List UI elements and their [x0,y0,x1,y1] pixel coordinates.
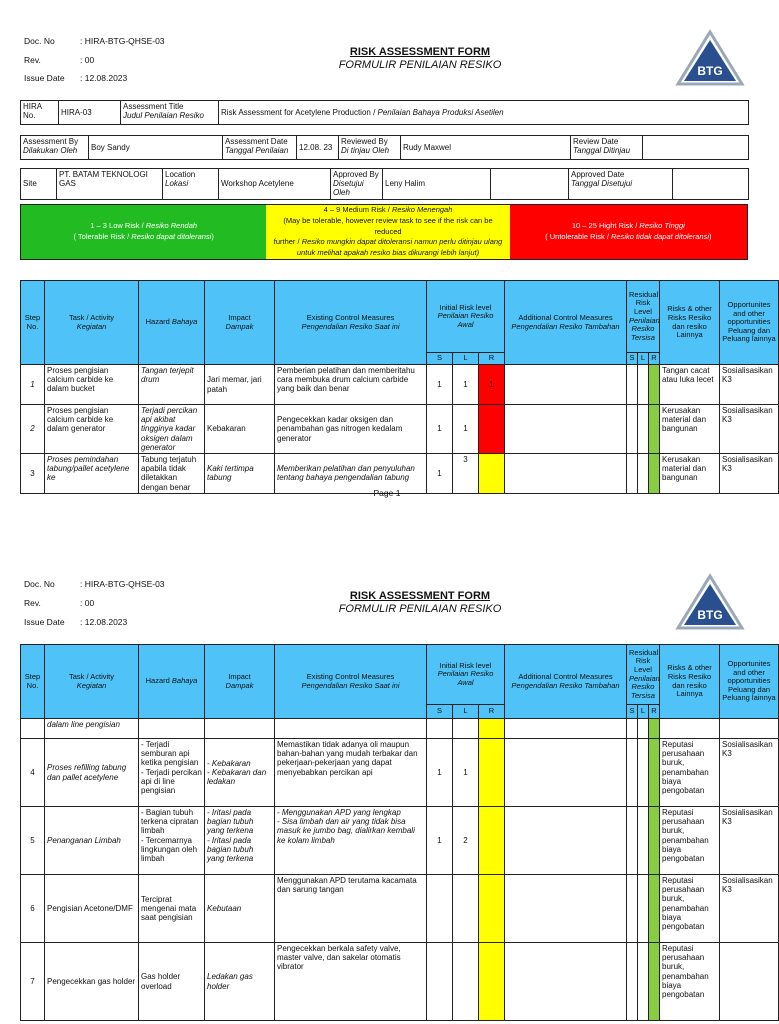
legend-med-line2: (May be tolerable, however review task to see if the risk can be reduced [283,215,493,236]
row-task: Proses pengisian calcium carbide ke dalam bucket [45,365,139,405]
row-r [479,453,505,493]
row-impact: Kebutaan [205,875,275,943]
header-existing: Existing Control Measures [306,312,395,322]
header-residual: Residual Risk Level [629,647,659,674]
header-hazard: Hazard [145,317,172,327]
header-additional: Additional Control Measures [518,671,613,681]
header-step: Step No. [21,281,45,365]
row-s [427,943,453,1021]
approved-by-blank [491,169,569,200]
header-res-l: L [638,353,649,365]
legend-high-line2: ( Untolerable Risk / [545,232,612,241]
assessment-title-label-id: Judul Penilaian Resiko [123,111,204,121]
row-additional [505,943,627,1021]
header-impact-id: Dampak [225,321,254,331]
risk-table-page1 [20,280,779,494]
rev-value: : 00 [80,55,95,65]
row-r [479,875,505,943]
row-task: Pengisian Acetone/DMF [45,875,139,943]
header-res-r: R [649,705,660,719]
row-task: Pengecekkan gas holder [45,943,139,1021]
row-l: 3 [453,453,479,493]
row-additional [505,875,627,943]
row-l: 1 [453,365,479,405]
assessment-date-value: 12.08. 23 [297,136,339,160]
row-existing: Pengecekkan berkala safety valve, master valve, dan sakelar otomatis vibrator [275,943,427,1021]
issue-date-value-p2: : 12.08.2023 [80,617,128,627]
row-hazard: Terciprat mengenai mata saat pengisian [139,875,205,943]
row-task: Proses refilling tabung dan pallet acetylene [45,739,139,807]
row-l: 1 [453,739,479,807]
legend-high-line1: 10 – 25 Hight Risk / [571,221,640,231]
issue-date-label: Issue Date [24,73,65,83]
location-value: Workshop Acetylene [219,169,331,200]
approved-date-value [673,169,749,200]
row-impact: - Kebakaran - Kebakaran dan ledakan [205,739,275,807]
legend-med-line3-id: Resiko mungkin dapat ditoleransi namun perlu ditinjau ulang [301,237,503,247]
row-impact: Ledakan gas holder [205,943,275,1021]
info-table-2 [20,135,749,160]
row-task: Penanganan Limbah [45,807,139,875]
row-risks-other: Reputasi perusahaan buruk, penambahan biaya pengobatan [660,807,720,875]
legend-low-line2-id: Resiko dapat ditoleransi [131,232,212,241]
info-table-3 [20,168,749,200]
row-hazard: Terjadi percikan api akibat tingginya kadar oksigen dalam generator [139,405,205,454]
row-step: 7 [21,943,45,1021]
legend-high-line2-end: ) [709,232,712,241]
review-date-value [643,136,749,160]
header-hazard-id: Bahaya [171,317,198,327]
header-initial: Initial Risk level [439,660,492,670]
row-impact: Kebakaran [205,405,275,454]
header-risks-other: Risks & other Risks Resiko dan resiko Lainnya [660,645,720,719]
row-step: 5 [21,807,45,875]
row-existing: Pengecekkan kadar oksigen dan penambahan gas nitrogen kedalam generator [275,405,427,454]
header-hazard-id: Bahaya [171,676,198,686]
row-hazard: Gas holder overload [139,943,205,1021]
legend-medium [266,205,509,259]
row-opportunity: Sosialisasikan K3 [720,875,779,943]
legend-low-line1: 1 – 3 Low Risk / [90,221,146,231]
header-residual: Residual Risk Level [629,289,659,316]
row-step: 6 [21,875,45,943]
legend-high [510,205,747,259]
row-risks-other: Tangan cacat atau luka lecet [660,365,720,405]
row-existing: Memberikan pelatihan dan penyuluhan tentang bahaya pengendalian tabung [275,453,427,493]
issue-date-label-p2: Issue Date [24,617,65,627]
row-hazard: Tabung terjatuh apabila tidak diletakkan dengan benar [139,453,205,493]
hira-no-label: HIRA No. [21,101,59,125]
row-s [427,875,453,943]
header-opportunities: Opportunites and other opportunities Peluang dan Peluang lainnya [720,281,779,365]
row-l: 2 [453,807,479,875]
legend-low-line1-id: Resiko Rendah [145,221,198,231]
row-existing: Menggunakan APD terutama kacamata dan sarung tangan [275,875,427,943]
row-impact: Jari memar, jari patah [205,365,275,405]
risk-table-page2 [20,644,779,1021]
assessment-by-value: Boy Sandy [89,136,223,160]
row-s: 1 [427,365,453,405]
row-s: 1 [427,405,453,454]
row-hazard: - Terjadi semburan api ketika pengisian - Terjadi percikan api di line pengisian [139,739,205,807]
header-hazard: Hazard [145,676,172,686]
row-step: 3 [21,453,45,493]
table-row [21,943,779,1021]
row-risks-other: Kerusakan material dan bangunan [660,453,720,493]
form-subtitle-p2: FORMULIR PENILAIAN RESIKO [338,603,502,615]
header-task-id: Kegiatan [76,321,107,331]
legend-med-line4: untuk melihat apakah resiko bias dikurangi lebih lanjut) [296,248,480,258]
row-task: Proses pengisian calcium carbide ke dalam generator [45,405,139,454]
row-additional [505,453,627,493]
site-value: PT. BATAM TEKNOLOGI GAS [57,169,163,200]
header-initial: Initial Risk level [439,302,492,312]
assessment-title-value: Risk Assessment for Acetylene Production / [221,107,378,117]
assessment-by-label-id: Dilakukan Oleh [23,146,78,156]
header-step: Step No. [21,645,45,719]
location-label-id: Lokasi [165,179,189,189]
rev-label-p2: Rev. [24,598,41,608]
row-task: Proses pemindahan tabung/pallet acetylene ke [45,453,139,493]
row-r [479,405,505,454]
issue-date-value: : 12.08.2023 [80,73,128,83]
rev-value-p2: : 00 [80,598,95,608]
header-initial-id: Penilaian Resiko Awal [437,669,494,687]
row-existing: Memastikan tidak adanya oli maupun bahan-bahan yang mudah terbakar dan pekerjaan-pekerjaan yang dapat menyebabkan percikan api [275,739,427,807]
doc-no-label: Doc. No [24,36,55,46]
rev-label: Rev. [24,55,41,65]
header-risks-other: Risks & other Risks Resiko dan resiko Lainnya [660,281,720,365]
approved-by-label-id: Disetujui Oleh [333,179,364,198]
row-risks-other: Reputasi perusahaan buruk, penambahan biaya pengobatan [660,875,720,943]
approved-by-label: Approved By [333,170,379,179]
header-additional-id: Pengendalian Resiko Tambahan [511,321,620,331]
header-task: Task / Activity [68,312,114,322]
row-hazard: - Bagian tubuh terkena cipratan limbah - Tercemarnya lingkungan oleh limbah [139,807,205,875]
table-row [21,365,779,405]
approved-date-label-id: Tanggal Disetujui [571,179,633,189]
assessment-by-label: Assessment By [23,137,79,146]
assessment-title-label: Assessment Title [123,102,184,111]
row-additional [505,365,627,405]
row-risks-other: Reputasi perusahaan buruk, penambahan biaya pengobatan [660,739,720,807]
row-l: 1 [453,405,479,454]
row-additional [505,739,627,807]
assessment-date-label-id: Tanggal Penilaian [225,146,289,156]
row-s: 1 [427,739,453,807]
risk-legend [20,204,748,260]
row-r [479,739,505,807]
legend-low-line2-end: ) [211,232,214,241]
header-res-s: S [627,353,638,365]
legend-high-line2-id: Resiko tidak dapat ditoleransi [611,232,709,241]
header-s: S [427,705,453,719]
doc-no-value-p2: : HIRA-BTG-QHSE-03 [80,579,165,589]
header-existing: Existing Control Measures [306,671,395,681]
reviewed-by-value: Rudy Maxwel [401,136,571,160]
table-row [21,405,779,454]
row-task-carry: dalam line pengisian [45,719,139,739]
approved-by-value: Leny Halim [383,169,491,200]
row-impact: Kaki tertimpa tabung [205,453,275,493]
legend-low-line2: ( Tolerable Risk / [73,232,132,241]
table-row [21,739,779,807]
btg-logo-icon [676,574,744,630]
header-r: R [479,353,505,365]
approved-date-label: Approved Date [571,170,625,179]
info-table-1 [20,100,749,125]
row-s: 1 [427,453,453,493]
row-opportunity: Sosialisasikan K3 [720,365,779,405]
hira-no-value: HIRA-03 [59,101,121,125]
row-existing: Pemberian pelatihan dan memberitahu cara membuka drum calcium carbide yang baik dan benar [275,365,427,405]
row-opportunity: Sosialisasikan K3 [720,405,779,454]
form-title: RISK ASSESSMENT FORM [349,46,491,58]
logo-text: BTG [697,64,723,78]
row-additional [505,405,627,454]
row-r [479,943,505,1021]
header-s: S [427,353,453,365]
doc-no-label-p2: Doc. No [24,579,55,589]
reviewed-by-label-id: Di tinjau Oleh [341,146,390,156]
header-existing-id: Pengendalian Resiko Saat ini [301,680,400,690]
header-residual-id: Penilaian Resiko Tersisa [629,673,660,700]
header-additional-id: Pengendalian Resiko Tambahan [511,680,620,690]
header-impact: Impact [228,312,251,322]
doc-no-value: : HIRA-BTG-QHSE-03 [80,36,165,46]
row-risks-other: Kerusakan material dan bangunan [660,405,720,454]
header-initial-id: Penilaian Resiko Awal [437,311,494,329]
header-residual-id: Penilaian Resiko Tersisa [629,315,660,342]
header-task: Task / Activity [68,671,114,681]
header-res-l: L [638,705,649,719]
site-label: Site [21,169,57,200]
header-res-s: S [627,705,638,719]
header-impact-id: Dampak [225,680,254,690]
page-number: Page 1 [373,488,401,498]
legend-med-line1: 4 – 9 Medium Risk / [323,204,392,214]
row-step: 4 [21,739,45,807]
logo-text-p2: BTG [697,608,723,622]
assessment-date-label: Assessment Date [225,137,288,146]
header-r: R [479,705,505,719]
row-step: 2 [21,405,45,454]
header-res-r: R [649,353,660,365]
legend-med-line1-id: Resiko Menengah [391,204,453,214]
row-s: 1 [427,807,453,875]
reviewed-by-label: Reviewed By [341,137,388,146]
row-opportunity [720,943,779,1021]
header-existing-id: Pengendalian Resiko Saat ini [301,321,400,331]
row-step: 1 [21,365,45,405]
row-additional [505,807,627,875]
legend-med-line3: further / [273,237,302,247]
row-hazard: Tangan terjepit drum [139,365,205,405]
row-opportunity: Sosialisasikan K3 [720,453,779,493]
header-task-id: Kegiatan [76,680,107,690]
row-existing: - Menggunakan APD yang lengkap - Sisa limbah dan air yang tidak bisa masuk ke jumbo bag, dialirkan kembali ke kolam limbah [275,807,427,875]
header-l: L [453,353,479,365]
table-row [21,807,779,875]
row-opportunity: Sosialisasikan K3 [720,807,779,875]
row-r [479,807,505,875]
review-date-label-id: Tanggal Ditinjau [573,146,631,156]
legend-high-line1-id: Resiko Tinggi [639,221,685,231]
header-additional: Additional Control Measures [518,312,613,322]
legend-low [21,205,266,259]
form-subtitle: FORMULIR PENILAIAN RESIKO [338,59,502,71]
table-row [21,875,779,943]
row-impact: - Iritasi pada bagian tubuh yang terkena - Iritasi pada bagian tubuh yang terkena [205,807,275,875]
row-l [453,875,479,943]
btg-logo-icon [676,30,744,86]
review-date-label: Review Date [573,137,619,146]
row-r: 1 [479,365,505,405]
header-impact: Impact [228,671,251,681]
header-opportunities: Opportunites and other opportunities Peluang dan Peluang lainnya [720,645,779,719]
row-risks-other: Reputasi perusahaan buruk, penambahan biaya pengobatan [660,943,720,1021]
header-l: L [453,705,479,719]
location-label: Location [165,170,196,179]
table-row [21,719,779,739]
row-opportunity: Sosialisasikan K3 [720,739,779,807]
form-title-p2: RISK ASSESSMENT FORM [349,590,491,602]
assessment-title-value-id: Penilaian Bahaya Produksi Asetilen [377,107,504,117]
row-l [453,943,479,1021]
